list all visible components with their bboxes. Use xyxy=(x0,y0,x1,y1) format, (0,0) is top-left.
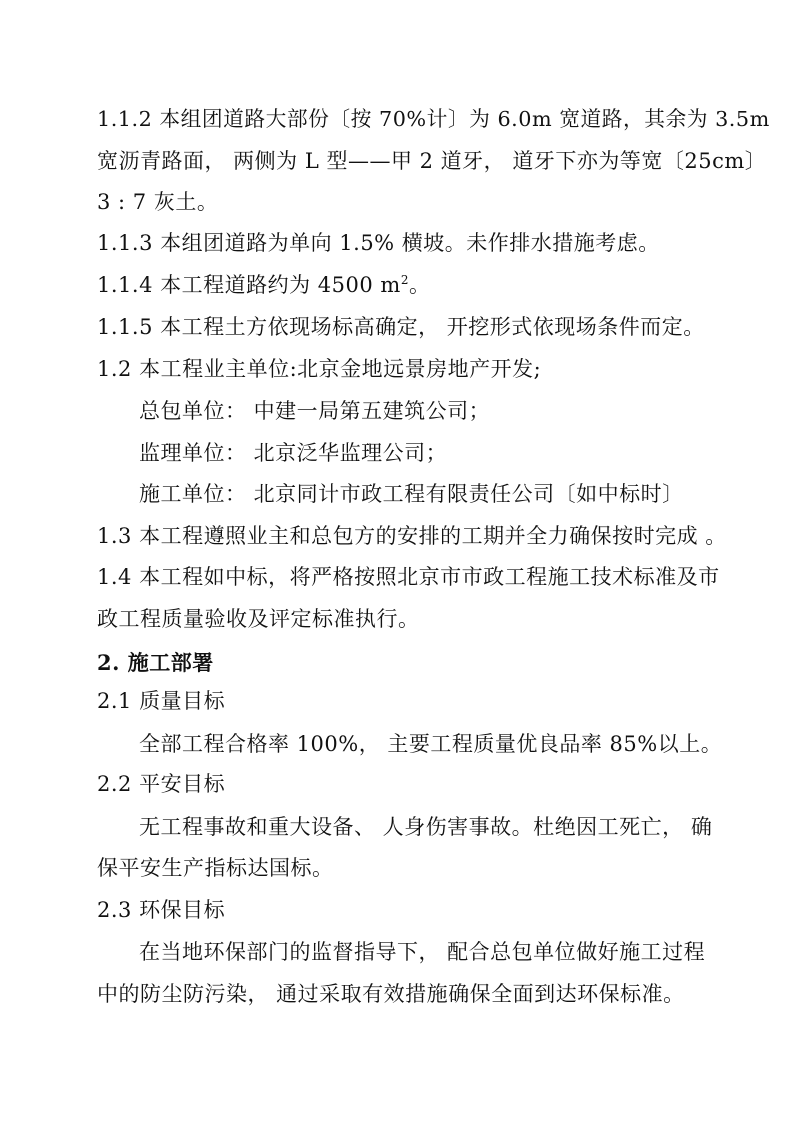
road-area-text: 1.1.4 本工程道路约为 4500 m xyxy=(97,273,401,297)
text-line-1-1-2: 1.1.2 本组团道路大部份〔按 70%计〕为 6.0m 宽道路，其余为 3.5m xyxy=(97,107,770,131)
text-line-1-1-2-cont: 宽沥青路面， 两侧为 L 型——甲 2 道牙， 道牙下亦为等宽〔25cm〕 xyxy=(97,149,767,173)
text-line-1-4-cont: 政工程质量验收及评定标准执行。 xyxy=(97,607,420,631)
text-line-safety-goal: 无工程事故和重大设备、 人身伤害事故。杜绝因工死亡， 确 xyxy=(139,815,713,839)
subheading-2-2: 2.2 平安目标 xyxy=(97,772,226,796)
text-line-1-1-3: 1.1.3 本组团道路为单向 1.5% 横坡。未作排水措施考虑。 xyxy=(97,231,660,255)
text-line-1-1-2-end: 3 : 7 灰土。 xyxy=(97,190,219,214)
road-area-period: 。 xyxy=(408,273,431,297)
text-line-safety-goal-cont: 保平安生产指标达国标。 xyxy=(97,856,334,880)
text-line-1-3: 1.3 本工程遵照业主和总包方的安排的工期并全力确保按时完成 。 xyxy=(97,524,727,548)
text-line-supervisor: 监理单位： 北京泛华监理公司； xyxy=(139,441,448,465)
text-line-1-4: 1.4 本工程如中标，将严格按照北京市市政工程施工技术标准及市 xyxy=(97,565,720,589)
text-line-1-1-5: 1.1.5 本工程土方依现场标高确定， 开挖形式依现场条件而定。 xyxy=(97,315,705,339)
text-line-environment-goal: 在当地环保部门的监督指导下， 配合总包单位做好施工过程 xyxy=(139,940,706,964)
text-line-quality-goal: 全部工程合格率 100%， 主要工程质量优良品率 85%以上。 xyxy=(139,732,723,756)
section-heading-2: 2. 施工部署 xyxy=(97,650,214,675)
subheading-2-1: 2.1 质量目标 xyxy=(97,689,226,713)
text-line-1-2: 1.2 本工程业主单位:北京金地远景房地产开发; xyxy=(97,357,542,381)
text-line-environment-goal-cont: 中的防尘防污染， 通过采取有效措施确保全面到达环保标准。 xyxy=(97,982,685,1006)
text-line-general-contractor: 总包单位： 中建一局第五建筑公司； xyxy=(139,399,491,423)
square-superscript: 2 xyxy=(400,273,409,287)
subheading-2-3: 2.3 环保目标 xyxy=(97,898,226,922)
text-line-1-1-4 xyxy=(97,272,430,298)
text-line-construction-unit: 施工单位： 北京同计市政工程有限责任公司〔如中标时〕 xyxy=(139,482,684,506)
